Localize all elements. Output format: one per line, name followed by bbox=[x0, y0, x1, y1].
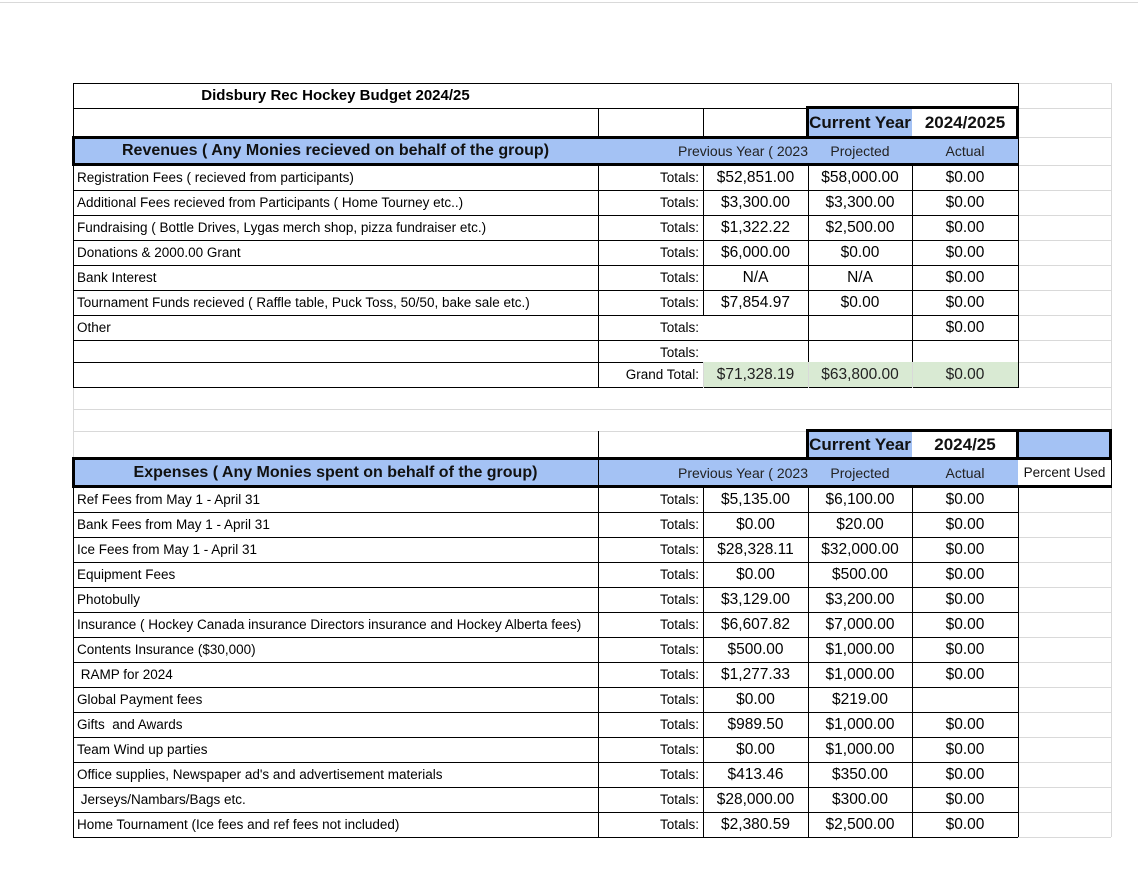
expense-row-previous[interactable]: $5,135.00 bbox=[721, 491, 790, 508]
expense-row-projected[interactable]: $1,000.00 bbox=[825, 741, 895, 758]
grid-line-h bbox=[1018, 340, 1111, 341]
expense-row-totals-label[interactable]: Totals: bbox=[659, 817, 699, 832]
expense-row-previous[interactable]: $413.46 bbox=[727, 766, 784, 783]
grid-line-h bbox=[1018, 409, 1111, 410]
expense-row-previous[interactable]: $0.00 bbox=[736, 691, 775, 708]
expense-row-label[interactable]: Bank Fees from May 1 - April 31 bbox=[77, 517, 270, 532]
grid-line-h bbox=[73, 431, 598, 432]
expense-row-percent-used[interactable] bbox=[1018, 812, 1111, 837]
grid-line-v bbox=[72, 136, 75, 166]
expense-row-actual[interactable]: $0.00 bbox=[945, 491, 985, 508]
expense-row-percent-used[interactable] bbox=[1018, 787, 1111, 812]
expense-row-totals-label[interactable]: Totals: bbox=[659, 592, 699, 607]
expense-row-percent-used[interactable] bbox=[1018, 562, 1111, 587]
revenue-row-projected[interactable]: $0.00 bbox=[840, 244, 880, 261]
expense-row-label[interactable]: Ref Fees from May 1 - April 31 bbox=[77, 492, 261, 507]
expenses-section-header[interactable]: Expenses ( Any Monies spent on behalf of the group) bbox=[73, 459, 598, 487]
expense-row-previous[interactable]: $0.00 bbox=[736, 741, 775, 758]
year-header[interactable]: 2024/2025 bbox=[924, 113, 1006, 132]
grid-line-h bbox=[72, 457, 1112, 460]
revenue-row-projected[interactable] bbox=[808, 340, 912, 362]
revenue-row-actual[interactable]: $0.00 bbox=[945, 294, 985, 311]
expense-row-label[interactable]: Ice Fees from May 1 - April 31 bbox=[77, 542, 258, 557]
expense-row-percent-used[interactable] bbox=[1018, 762, 1111, 787]
revenue-row-label[interactable]: Registration Fees ( recieved from participants) bbox=[77, 170, 354, 185]
expense-row-projected[interactable]: $20.00 bbox=[836, 516, 884, 533]
expense-row-projected[interactable]: $1,000.00 bbox=[825, 666, 895, 683]
revenue-row-label[interactable]: Bank Interest bbox=[77, 270, 157, 285]
page-title[interactable]: Didsbury Rec Hockey Budget 2024/25 bbox=[201, 87, 470, 104]
expense-row-totals-label[interactable]: Totals: bbox=[659, 567, 699, 582]
expenses-col-projected[interactable]: Projected bbox=[808, 459, 912, 487]
expense-row-actual[interactable]: $0.00 bbox=[945, 566, 985, 583]
expense-row-actual[interactable]: $0.00 bbox=[945, 616, 985, 633]
expense-row-projected[interactable]: $2,500.00 bbox=[825, 816, 895, 833]
expenses-year-header[interactable]: 2024/25 bbox=[934, 435, 996, 454]
revenue-row-actual[interactable]: $0.00 bbox=[945, 194, 985, 211]
revenue-row-totals-label[interactable]: Totals: bbox=[659, 245, 699, 260]
expense-row-totals-label[interactable]: Totals: bbox=[659, 642, 699, 657]
expense-row-projected[interactable]: $7,000.00 bbox=[825, 616, 895, 633]
expense-row-label[interactable]: RAMP for 2024 bbox=[77, 667, 173, 682]
expense-row-totals-label[interactable]: Totals: bbox=[659, 617, 699, 632]
grid-line-h bbox=[1018, 387, 1111, 388]
revenue-row-totals-label[interactable]: Totals: bbox=[659, 220, 699, 235]
expense-row-projected[interactable]: $32,000.00 bbox=[821, 541, 899, 558]
expenses-col-actual[interactable]: Actual bbox=[912, 459, 1018, 487]
expense-row-label[interactable]: Gifts and Awards bbox=[77, 717, 183, 732]
expense-row-actual[interactable]: $0.00 bbox=[945, 791, 985, 808]
grand-total-label[interactable]: Grand Total: bbox=[625, 367, 699, 382]
expense-row-percent-used[interactable] bbox=[1018, 487, 1111, 512]
expense-row-totals-label[interactable]: Totals: bbox=[659, 717, 699, 732]
expense-row-percent-used[interactable] bbox=[1018, 587, 1111, 612]
grid-line-h bbox=[1018, 837, 1111, 838]
grid-line-v bbox=[1111, 83, 1112, 431]
expense-row-previous[interactable]: $28,328.11 bbox=[717, 541, 794, 558]
expense-row-projected[interactable]: $1,000.00 bbox=[825, 716, 895, 733]
expense-row-totals-label[interactable]: Totals: bbox=[659, 517, 699, 532]
revenue-row-projected[interactable]: $0.00 bbox=[840, 294, 880, 311]
grid-line-v bbox=[1111, 431, 1112, 837]
col-previous-year[interactable]: Previous Year ( 2023 bbox=[598, 137, 808, 165]
expenses-col-previous-year[interactable]: Previous Year ( 2023 bbox=[598, 459, 808, 487]
revenue-row-actual[interactable]: $0.00 bbox=[945, 244, 985, 261]
expense-row-label[interactable]: Jerseys/Nambars/Bags etc. bbox=[77, 792, 246, 807]
expense-row-percent-used[interactable] bbox=[1018, 662, 1111, 687]
expenses-current-year-header[interactable]: Current Year bbox=[808, 431, 912, 459]
expense-row-actual[interactable]: $0.00 bbox=[945, 516, 985, 533]
grid-line-h bbox=[1018, 108, 1111, 109]
revenue-row-label[interactable]: Fundraising ( Bottle Drives, Lygas merch shop, pizza fundraiser etc.) bbox=[77, 220, 487, 235]
grid-line-h bbox=[808, 106, 1019, 109]
expense-row-actual[interactable]: $0.00 bbox=[945, 816, 985, 833]
revenue-row-previous[interactable] bbox=[703, 315, 808, 340]
grid-line-h bbox=[72, 136, 1019, 139]
revenue-row-previous[interactable] bbox=[703, 340, 808, 362]
col-projected[interactable]: Projected bbox=[808, 137, 912, 165]
grand-total-projected[interactable]: $63,800.00 bbox=[808, 362, 912, 387]
grid-line-h bbox=[1018, 240, 1111, 241]
revenue-row-totals-label[interactable]: Totals: bbox=[659, 345, 699, 360]
grid-line-h bbox=[1018, 165, 1111, 166]
revenue-row-totals-label[interactable]: Totals: bbox=[659, 295, 699, 310]
grand-total-actual[interactable]: $0.00 bbox=[912, 362, 1018, 387]
grid-line-h bbox=[73, 387, 1018, 388]
expense-row-actual[interactable] bbox=[912, 687, 1018, 712]
expense-row-totals-label[interactable]: Totals: bbox=[659, 767, 699, 782]
grid-line-h bbox=[1018, 265, 1111, 266]
expense-row-projected[interactable]: $1,000.00 bbox=[825, 641, 895, 658]
grid-line-h bbox=[1018, 315, 1111, 316]
expense-row-percent-used[interactable] bbox=[1018, 512, 1111, 537]
revenue-row-label[interactable]: Donations & 2000.00 Grant bbox=[77, 245, 241, 260]
expense-row-projected[interactable]: $219.00 bbox=[831, 691, 889, 708]
current-year-header[interactable]: Current Year bbox=[808, 109, 912, 137]
grid-line-h bbox=[73, 837, 1018, 838]
grid-line-v bbox=[703, 108, 704, 137]
grid-line-v bbox=[912, 362, 913, 388]
expense-row-actual[interactable]: $0.00 bbox=[945, 741, 985, 758]
expense-row-previous[interactable]: $0.00 bbox=[736, 566, 775, 583]
expense-row-label[interactable]: Contents Insurance ($30,000) bbox=[77, 642, 256, 657]
expense-row-previous[interactable]: $1,277.33 bbox=[721, 666, 790, 683]
expense-row-percent-used[interactable] bbox=[1018, 637, 1111, 662]
grid-line-h bbox=[1018, 215, 1111, 216]
expense-row-actual[interactable]: $0.00 bbox=[945, 766, 985, 783]
grid-line-h bbox=[1018, 83, 1111, 84]
expense-row-previous[interactable]: $989.50 bbox=[727, 716, 784, 733]
grand-total-previous[interactable]: $71,328.19 bbox=[703, 362, 808, 387]
col-actual[interactable]: Actual bbox=[912, 137, 1018, 165]
revenue-row-actual[interactable] bbox=[912, 340, 1018, 362]
revenue-row-actual[interactable]: $0.00 bbox=[945, 319, 985, 336]
expense-row-label[interactable]: Photobully bbox=[77, 592, 141, 607]
expense-row-previous[interactable]: $0.00 bbox=[736, 516, 775, 533]
expense-row-projected[interactable]: $350.00 bbox=[831, 766, 889, 783]
expense-row-label[interactable]: Team Wind up parties bbox=[77, 742, 208, 757]
expense-row-totals-label[interactable]: Totals: bbox=[659, 542, 699, 557]
revenue-row-projected[interactable]: $58,000.00 bbox=[821, 169, 899, 186]
expense-row-totals-label[interactable]: Totals: bbox=[659, 667, 699, 682]
expense-row-previous[interactable]: $28,000.00 bbox=[716, 791, 795, 808]
grid-line-h bbox=[1018, 290, 1111, 291]
expense-row-label[interactable]: Office supplies, Newspaper ad's and advertisement materials bbox=[77, 767, 443, 782]
expense-row-totals-label[interactable]: Totals: bbox=[659, 492, 699, 507]
expense-row-projected[interactable]: $3,200.00 bbox=[825, 591, 895, 608]
expense-row-label[interactable]: Equipment Fees bbox=[77, 567, 176, 582]
expense-row-percent-used[interactable] bbox=[1018, 737, 1111, 762]
revenue-row-previous[interactable]: N/A bbox=[742, 269, 769, 286]
expense-row-percent-used[interactable] bbox=[1018, 612, 1111, 637]
revenue-row-previous[interactable]: $7,854.97 bbox=[721, 294, 790, 311]
expense-row-label[interactable]: Insurance ( Hockey Canada insurance Directors insurance and Hockey Alberta fees) bbox=[77, 617, 582, 632]
expense-row-previous[interactable]: $3,129.00 bbox=[721, 591, 790, 608]
revenue-row-projected[interactable] bbox=[808, 315, 912, 340]
expense-row-projected[interactable]: $6,100.00 bbox=[825, 491, 895, 508]
expense-row-previous[interactable]: $2,380.59 bbox=[721, 816, 790, 833]
expense-row-actual[interactable]: $0.00 bbox=[945, 666, 985, 683]
expense-row-percent-used[interactable] bbox=[1018, 537, 1111, 562]
revenue-row-totals-label[interactable]: Totals: bbox=[659, 270, 699, 285]
expense-row-totals-label[interactable]: Totals: bbox=[659, 742, 699, 757]
grid-line-v bbox=[72, 457, 75, 488]
revenue-row-previous[interactable]: $3,300.00 bbox=[721, 194, 790, 211]
grid-line-v bbox=[808, 362, 809, 388]
revenue-row-actual[interactable]: $0.00 bbox=[945, 219, 985, 236]
revenue-row-actual[interactable]: $0.00 bbox=[945, 269, 985, 286]
expense-row-percent-used[interactable] bbox=[1018, 687, 1111, 712]
revenue-row-previous[interactable]: $1,322.22 bbox=[721, 219, 790, 236]
expense-row-totals-label[interactable]: Totals: bbox=[659, 692, 699, 707]
revenue-row-actual[interactable]: $0.00 bbox=[945, 169, 985, 186]
grid-line-h bbox=[73, 409, 1018, 410]
expense-row-projected[interactable]: $300.00 bbox=[831, 791, 889, 808]
expense-row-actual[interactable]: $0.00 bbox=[945, 641, 985, 658]
percent-header-fill bbox=[1018, 431, 1111, 459]
revenue-row-projected[interactable]: $2,500.00 bbox=[825, 219, 895, 236]
revenue-row-totals-label[interactable]: Totals: bbox=[659, 320, 699, 335]
revenue-row-totals-label[interactable]: Totals: bbox=[659, 195, 699, 210]
expense-row-previous[interactable]: $6,607.82 bbox=[721, 616, 790, 633]
revenue-row-previous[interactable]: $6,000.00 bbox=[721, 244, 790, 261]
revenue-row-totals-label[interactable]: Totals: bbox=[659, 170, 699, 185]
expense-row-projected[interactable]: $500.00 bbox=[831, 566, 889, 583]
revenue-row-projected[interactable]: N/A bbox=[847, 269, 873, 286]
expense-row-actual[interactable]: $0.00 bbox=[945, 716, 985, 733]
expense-row-actual[interactable]: $0.00 bbox=[945, 591, 985, 608]
expense-row-label[interactable]: Home Tournament (Ice fees and ref fees not included) bbox=[77, 817, 400, 832]
revenues-section-header[interactable]: Revenues ( Any Monies recieved on behalf of the group) bbox=[73, 137, 598, 165]
revenue-row-label[interactable]: Other bbox=[77, 320, 111, 335]
revenue-row-label[interactable] bbox=[73, 340, 598, 362]
grid-line-v bbox=[73, 387, 74, 459]
expense-row-totals-label[interactable]: Totals: bbox=[659, 792, 699, 807]
expense-row-actual[interactable]: $0.00 bbox=[945, 541, 985, 558]
grid-line-v bbox=[703, 362, 704, 388]
revenue-row-projected[interactable]: $3,300.00 bbox=[825, 194, 895, 211]
grid-line-h bbox=[1018, 362, 1111, 363]
expense-row-label[interactable]: Global Payment fees bbox=[77, 692, 203, 707]
grid-line-h bbox=[73, 108, 808, 109]
revenue-row-label[interactable]: Tournament Funds recieved ( Raffle table, Puck Toss, 50/50, bake sale etc.) bbox=[77, 295, 530, 310]
expenses-col-percent-used[interactable]: Percent Used bbox=[1018, 459, 1111, 487]
revenue-row-previous[interactable]: $52,851.00 bbox=[716, 169, 795, 186]
grid-line-h bbox=[1018, 190, 1111, 191]
revenue-row-label[interactable]: Additional Fees recieved from Participants ( Home Tourney etc..) bbox=[77, 195, 464, 210]
expense-row-percent-used[interactable] bbox=[1018, 712, 1111, 737]
expense-row-previous[interactable]: $500.00 bbox=[727, 641, 784, 658]
grid-line-h bbox=[1018, 137, 1111, 138]
grid-line-h bbox=[808, 429, 1112, 432]
